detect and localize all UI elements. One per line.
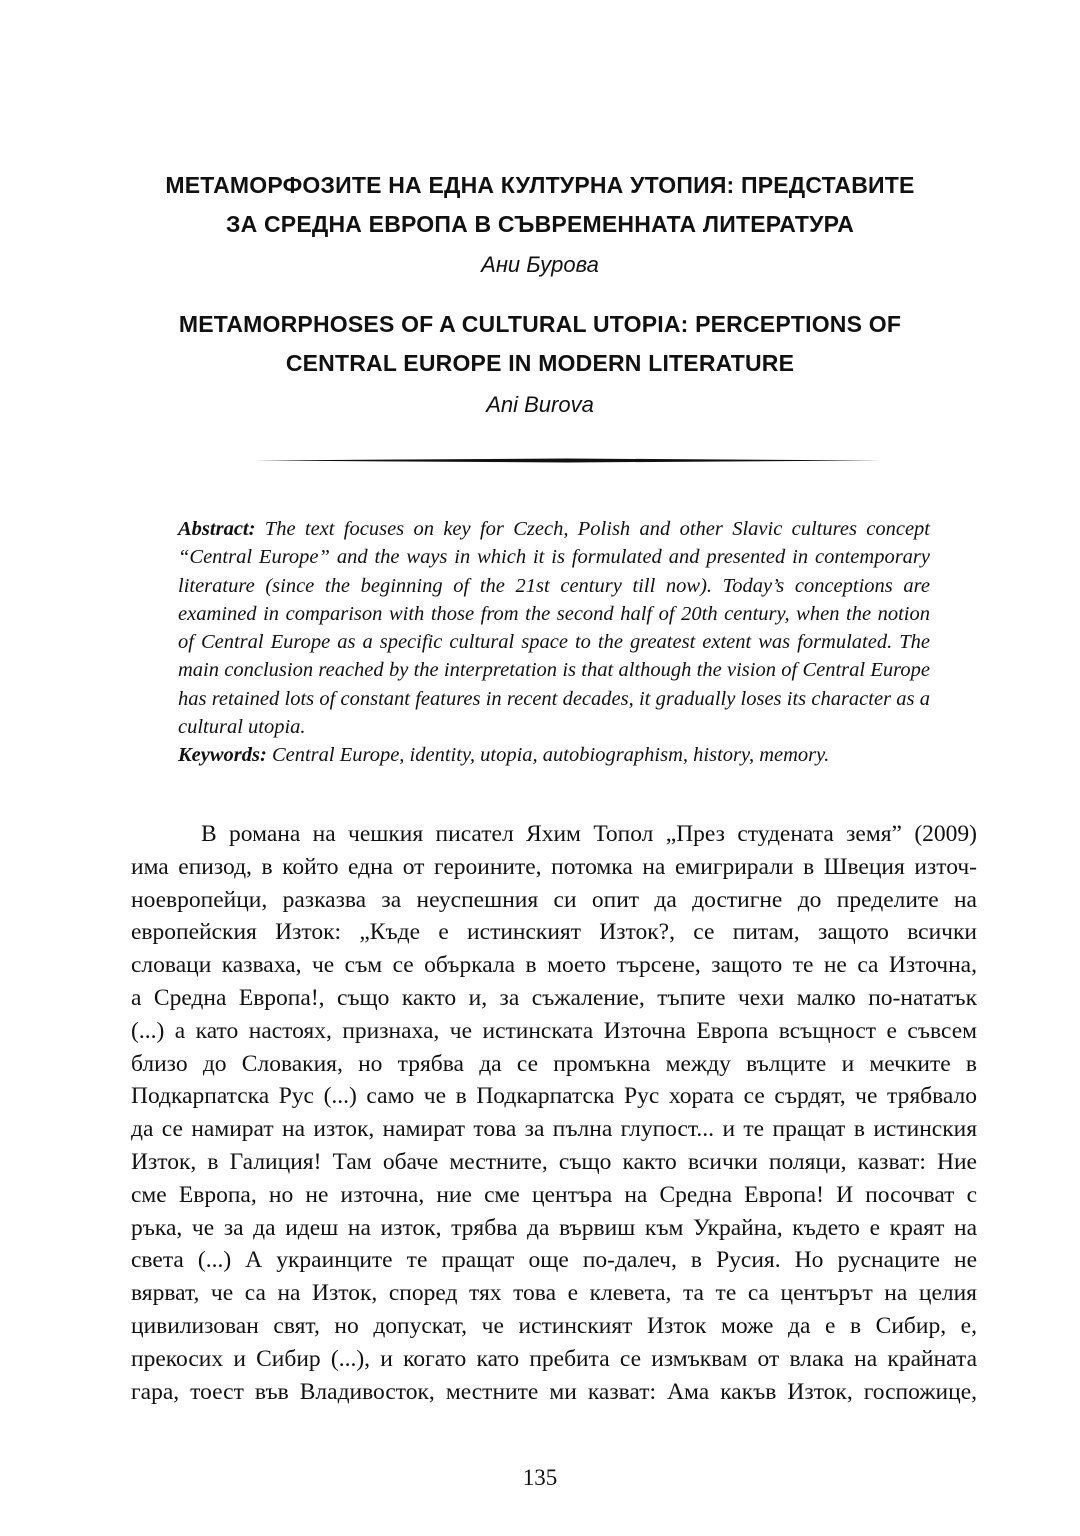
body-paragraph bbox=[131, 818, 977, 1408]
en-author: Ani Burova bbox=[486, 392, 594, 417]
body-line: Изток, в Галиция! Там обаче местните, също както всички поляци, казват: Ние bbox=[131, 1148, 977, 1175]
body-line: близо до Словакия, но трябва да се промъкна между вълците и мечките в bbox=[131, 1050, 977, 1077]
body-line: (...) а като настоях, признаха, че истинската Източна Европа всъщност е съвсем bbox=[131, 1017, 977, 1044]
bg-title-line-2: ЗА СРЕДНА ЕВРОПА В СЪВРЕМЕННАТА ЛИТЕРАТУРА bbox=[225, 211, 855, 237]
body-line: ноевропейци, разказва за неуспешния си опит да достигне до пределите на bbox=[131, 886, 977, 913]
abstract-text: The text focuses on key for Czech, Polish and other Slavic cultures concept “Central Europe” and the ways in which it is formulated and presented in contemporary literature (since the beginning of the 21st century till now). Today’s conceptions are examined in comparison with those from the second half of 20th century, when the notion of Central Europe as a specific cultural space to the greatest extent was formulated. The main conclusion reached by the interpretation is that although the vision of Central Europe has retained lots of constant features in recent decades, it gradually loses its character as a cultural utopia. bbox=[178, 518, 930, 739]
body-line: сме Европа, но не източна, ние сме центъра на Средна Европа! И посочват с bbox=[131, 1181, 977, 1208]
bg-author: Ани Бурова bbox=[481, 252, 599, 277]
abstract-label: Abstract: bbox=[178, 518, 256, 540]
body-line: словаци казваха, че съм се объркала в моето търсене, защото те не са Източна, bbox=[131, 952, 977, 979]
abstract-block bbox=[178, 515, 930, 770]
keywords-label: Keywords: bbox=[178, 744, 267, 767]
body-line: има епизод, в който една от героините, потомка на емигрирали в Швеция източ- bbox=[131, 853, 977, 880]
body-line: Подкарпатска Рус (...) само че в Подкарпатска Рус хората се сърдят, че трябвало bbox=[131, 1083, 977, 1110]
keywords-text: Central Europe, identity, utopia, autobiographism, history, memory. bbox=[271, 744, 830, 767]
page-number: 135 bbox=[522, 1465, 558, 1490]
keywords-paragraph bbox=[178, 741, 930, 769]
body-line: да се намират на изток, намират това за пълна глупост... и те пращат в истинския bbox=[131, 1116, 977, 1143]
body-line: гара, тоест във Владивосток, местните ми казват: Ама какъв Изток, госпожице, bbox=[131, 1378, 977, 1405]
body-line: света (...) А украинците те пращат още по-далеч, в Русия. Но руснаците не bbox=[131, 1247, 977, 1274]
title-divider bbox=[253, 458, 881, 463]
body-line: цивилизован свят, но допускат, че истинският Изток може да е в Сибир, е, bbox=[131, 1312, 977, 1339]
body-line: прекосих и Сибир (...), и когато като пребита се измъквам от влака на крайната bbox=[131, 1345, 977, 1372]
body-line: ръка, че за да идеш на изток, трябва да вървиш към Украйна, където е краят на bbox=[131, 1214, 977, 1241]
body-line: вярват, че са на Изток, според тях това е клевета, та те са центърът на целия bbox=[131, 1280, 977, 1307]
body-line: В романа на чешкия писател Яхим Топол „През студената земя” (2009) bbox=[201, 821, 977, 847]
en-title-line-2: CENTRAL EUROPE IN MODERN LITERATURE bbox=[285, 350, 795, 376]
en-title-line-1: METAMORPHOSES OF A CULTURAL UTOPIA: PERCEPTIONS OF bbox=[178, 311, 902, 337]
body-line: европейския Изток: „Къде е истинският Изток?, се питам, защото всички bbox=[131, 919, 977, 946]
abstract-paragraph bbox=[178, 515, 930, 741]
body-line: а Средна Европа!, също както и, за съжаление, тъпите чехи малко по-нататък bbox=[131, 984, 977, 1011]
bg-title-line-1: МЕТАМОРФОЗИТЕ НА ЕДНА КУЛТУРНА УТОПИЯ: ПРЕДСТАВИТЕ bbox=[165, 172, 915, 198]
